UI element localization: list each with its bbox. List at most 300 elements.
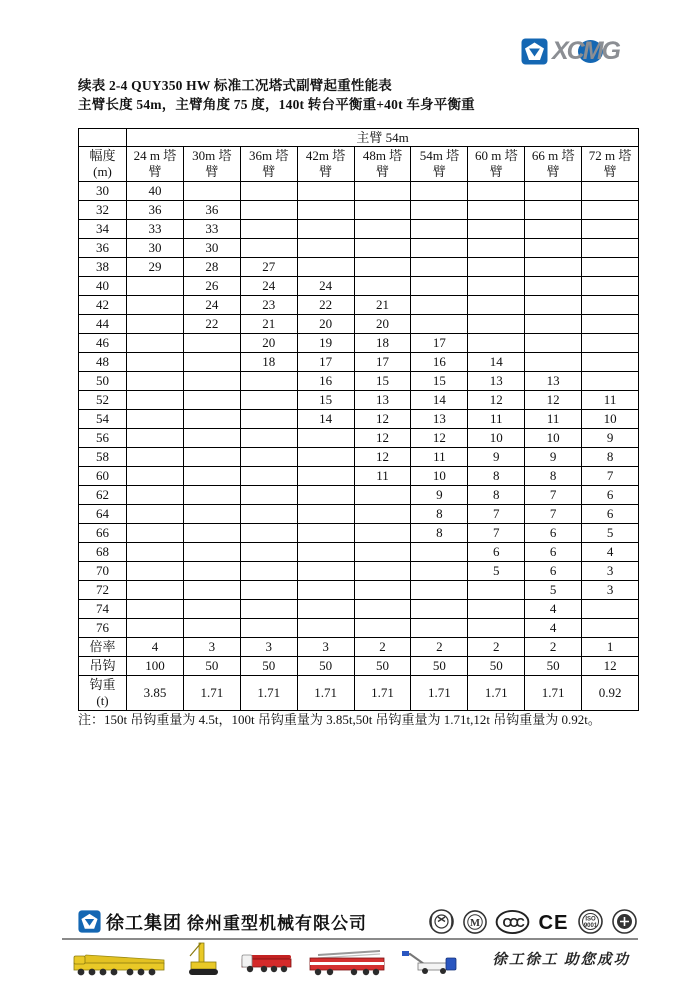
capacity-cell: [297, 258, 354, 277]
capacity-cell: 6: [582, 486, 639, 505]
table-row: [79, 391, 639, 410]
all-terrain-crane-image: [72, 942, 168, 978]
table-row: [79, 543, 639, 562]
table-row: [79, 505, 639, 524]
capacity-cell: [297, 524, 354, 543]
capacity-cell: 36: [127, 201, 184, 220]
capacity-cell: [297, 600, 354, 619]
capacity-cell: 7: [582, 467, 639, 486]
capacity-cell: 6: [582, 505, 639, 524]
capacity-cell: 7: [525, 505, 582, 524]
load-chart-table: [78, 128, 639, 711]
capacity-cell: [525, 315, 582, 334]
capacity-cell: 9: [468, 448, 525, 467]
table-title: 续表 2-4 QUY350 HW 标准工况塔式副臂起重性能表: [78, 78, 393, 93]
capacity-cell: [468, 334, 525, 353]
capacity-cell: [525, 201, 582, 220]
capacity-cell: [240, 619, 297, 638]
row-label-cell: 70: [79, 562, 127, 581]
capacity-cell: 50: [468, 657, 525, 676]
row-label-cell: 钩重 (t): [79, 676, 127, 711]
capacity-cell: [240, 391, 297, 410]
pump-truck-image: [238, 942, 294, 978]
capacity-cell: 13: [354, 391, 411, 410]
capacity-cell: [127, 353, 184, 372]
table-row: [79, 562, 639, 581]
row-label-cell: 36: [79, 239, 127, 258]
capacity-cell: [468, 277, 525, 296]
capacity-cell: 8: [525, 467, 582, 486]
capacity-cell: 40: [127, 182, 184, 201]
capacity-cell: [525, 353, 582, 372]
radius-column-header: 幅度 (m): [79, 147, 127, 182]
capacity-cell: 16: [411, 353, 468, 372]
footer-company-row: [62, 905, 638, 938]
capacity-cell: 50: [354, 657, 411, 676]
capacity-cell: 15: [411, 372, 468, 391]
capacity-cell: 1.71: [183, 676, 240, 711]
fire-ladder-truck-image: [308, 942, 386, 978]
capacity-cell: [582, 182, 639, 201]
capacity-cell: [354, 562, 411, 581]
capacity-cell: [411, 581, 468, 600]
capacity-cell: 12: [411, 429, 468, 448]
capacity-cell: [240, 429, 297, 448]
capacity-cell: [297, 562, 354, 581]
capacity-cell: [411, 239, 468, 258]
capacity-cell: 14: [468, 353, 525, 372]
capacity-cell: [183, 619, 240, 638]
row-label-cell: 60: [79, 467, 127, 486]
wordmark-text: XCMG: [552, 37, 619, 65]
capacity-cell: [297, 543, 354, 562]
row-label-cell: 吊钩: [79, 657, 127, 676]
capacity-cell: 10: [411, 467, 468, 486]
capacity-cell: [297, 581, 354, 600]
capacity-cell: 17: [354, 353, 411, 372]
capacity-cell: [354, 220, 411, 239]
company-full-name: 徐州重型机械有限公司: [187, 914, 367, 933]
capacity-cell: [127, 448, 184, 467]
capacity-cell: 9: [411, 486, 468, 505]
capacity-cell: [183, 353, 240, 372]
row-label-cell: 64: [79, 505, 127, 524]
table-row: [79, 657, 639, 676]
capacity-cell: 18: [354, 334, 411, 353]
table-row: [79, 467, 639, 486]
row-label-cell: 72: [79, 581, 127, 600]
capacity-cell: [127, 467, 184, 486]
jib-column-header: 60 m 塔臂: [468, 147, 525, 182]
capacity-cell: [297, 619, 354, 638]
capacity-cell: 11: [354, 467, 411, 486]
capacity-cell: 20: [354, 315, 411, 334]
table-row: [79, 676, 639, 711]
table-row: [79, 600, 639, 619]
capacity-cell: [297, 239, 354, 258]
capacity-cell: 36: [183, 201, 240, 220]
capacity-cell: 2: [354, 638, 411, 657]
capacity-cell: 7: [525, 486, 582, 505]
row-label-cell: 40: [79, 277, 127, 296]
capacity-cell: [525, 296, 582, 315]
capacity-cell: [297, 467, 354, 486]
jib-column-header: 30m 塔臂: [183, 147, 240, 182]
capacity-cell: [240, 524, 297, 543]
capacity-cell: [411, 277, 468, 296]
aerial-platform-truck-image: [400, 942, 458, 978]
capacity-cell: [468, 258, 525, 277]
capacity-cell: [411, 543, 468, 562]
jib-column-header: 36m 塔臂: [240, 147, 297, 182]
capacity-cell: [582, 296, 639, 315]
capacity-cell: [468, 201, 525, 220]
capacity-cell: [354, 543, 411, 562]
table-row: [79, 486, 639, 505]
capacity-cell: 5: [582, 524, 639, 543]
capacity-cell: 13: [468, 372, 525, 391]
capacity-cell: [297, 448, 354, 467]
capacity-cell: [127, 486, 184, 505]
capacity-cell: 12: [525, 391, 582, 410]
capacity-cell: [183, 334, 240, 353]
capacity-cell: 8: [411, 524, 468, 543]
m-certification-seal-icon: [462, 909, 488, 935]
row-label-cell: 62: [79, 486, 127, 505]
capacity-cell: 1.71: [525, 676, 582, 711]
capacity-cell: 1.71: [468, 676, 525, 711]
row-label-cell: 30: [79, 182, 127, 201]
capacity-cell: [127, 581, 184, 600]
capacity-cell: 1.71: [297, 676, 354, 711]
row-label-cell: 52: [79, 391, 127, 410]
capacity-cell: 12: [354, 410, 411, 429]
jib-column-header: 54m 塔臂: [411, 147, 468, 182]
capacity-cell: [240, 562, 297, 581]
capacity-cell: [240, 486, 297, 505]
capacity-cell: 8: [411, 505, 468, 524]
capacity-cell: [240, 581, 297, 600]
capacity-cell: 18: [240, 353, 297, 372]
capacity-cell: [468, 619, 525, 638]
capacity-cell: [127, 600, 184, 619]
row-label-cell: 44: [79, 315, 127, 334]
table-row: [79, 581, 639, 600]
table-row: [79, 182, 639, 201]
capacity-cell: 20: [297, 315, 354, 334]
capacity-cell: 1.71: [240, 676, 297, 711]
capacity-cell: 20: [240, 334, 297, 353]
xcmg-emblem-small-icon: [78, 910, 101, 933]
capacity-cell: [183, 182, 240, 201]
capacity-cell: [354, 524, 411, 543]
capacity-cell: [468, 296, 525, 315]
svg-text:CE: CE: [538, 911, 569, 934]
jib-column-header: 24 m 塔臂: [127, 147, 184, 182]
capacity-cell: 6: [525, 524, 582, 543]
capacity-cell: [582, 258, 639, 277]
ccc-mark-icon: [495, 909, 530, 935]
capacity-cell: 8: [468, 486, 525, 505]
capacity-cell: [582, 353, 639, 372]
jib-column-header: 66 m 塔臂: [525, 147, 582, 182]
capacity-cell: [127, 277, 184, 296]
capacity-cell: 24: [183, 296, 240, 315]
capacity-cell: 7: [468, 505, 525, 524]
capacity-cell: 16: [297, 372, 354, 391]
corner-cell: [79, 129, 127, 147]
capacity-cell: [183, 448, 240, 467]
capacity-cell: [297, 486, 354, 505]
capacity-cell: [297, 505, 354, 524]
capacity-cell: [525, 277, 582, 296]
capacity-cell: [582, 220, 639, 239]
capacity-cell: 22: [297, 296, 354, 315]
capacity-cell: [297, 429, 354, 448]
capacity-cell: [525, 334, 582, 353]
row-label-cell: 74: [79, 600, 127, 619]
capacity-cell: [411, 258, 468, 277]
capacity-cell: 4: [582, 543, 639, 562]
capacity-cell: [127, 296, 184, 315]
capacity-cell: [354, 258, 411, 277]
jib-column-header: 48m 塔臂: [354, 147, 411, 182]
capacity-cell: 10: [525, 429, 582, 448]
capacity-cell: 30: [127, 239, 184, 258]
capacity-cell: [525, 258, 582, 277]
capacity-cell: [240, 505, 297, 524]
table-row: [79, 429, 639, 448]
capacity-cell: [354, 239, 411, 258]
capacity-cell: 3: [582, 562, 639, 581]
capacity-cell: 13: [525, 372, 582, 391]
row-label-cell: 46: [79, 334, 127, 353]
capacity-cell: [468, 581, 525, 600]
capacity-cell: 12: [582, 657, 639, 676]
capacity-cell: [127, 505, 184, 524]
table-row: [79, 372, 639, 391]
crawler-crane-image: [182, 942, 224, 978]
capacity-cell: [354, 600, 411, 619]
capacity-cell: [127, 429, 184, 448]
capacity-cell: 4: [525, 619, 582, 638]
capacity-cell: [411, 600, 468, 619]
capacity-cell: [468, 239, 525, 258]
footnote: 注：150t 吊钩重量为 4.5t，100t 吊钩重量为 3.85t,50t 吊钩重量为 1.71t,12t 吊钩重量为 0.92t。: [78, 712, 601, 727]
capacity-cell: [240, 543, 297, 562]
capacity-cell: [127, 619, 184, 638]
table-row: [79, 315, 639, 334]
table-row: [79, 334, 639, 353]
capacity-cell: [297, 220, 354, 239]
capacity-cell: 14: [297, 410, 354, 429]
table-row: [79, 638, 639, 657]
row-label-cell: 56: [79, 429, 127, 448]
capacity-cell: 10: [468, 429, 525, 448]
capacity-cell: 50: [411, 657, 468, 676]
capacity-cell: 6: [525, 562, 582, 581]
capacity-cell: 33: [183, 220, 240, 239]
capacity-cell: 26: [183, 277, 240, 296]
capacity-cell: [354, 581, 411, 600]
capacity-cell: 1: [582, 638, 639, 657]
capacity-cell: 5: [525, 581, 582, 600]
ce-mark-icon: [537, 909, 570, 935]
capacity-cell: [240, 410, 297, 429]
capacity-cell: 15: [297, 391, 354, 410]
table-row: [79, 239, 639, 258]
capacity-cell: [582, 334, 639, 353]
xcmg-wordmark: [552, 38, 619, 65]
row-label-cell: 倍率: [79, 638, 127, 657]
title-block: [78, 76, 638, 114]
capacity-cell: 6: [468, 543, 525, 562]
certification-marks: [428, 908, 638, 935]
capacity-cell: 50: [183, 657, 240, 676]
capacity-cell: [240, 239, 297, 258]
capacity-cell: [525, 220, 582, 239]
capacity-cell: [354, 505, 411, 524]
capacity-cell: 3.85: [127, 676, 184, 711]
capacity-cell: [468, 220, 525, 239]
row-label-cell: 34: [79, 220, 127, 239]
capacity-cell: 50: [297, 657, 354, 676]
capacity-cell: 21: [354, 296, 411, 315]
capacity-cell: [183, 562, 240, 581]
row-label-cell: 50: [79, 372, 127, 391]
capacity-cell: 2: [525, 638, 582, 657]
capacity-cell: [468, 182, 525, 201]
capacity-cell: 10: [582, 410, 639, 429]
capacity-cell: 9: [525, 448, 582, 467]
capacity-cell: [183, 543, 240, 562]
capacity-cell: [183, 600, 240, 619]
capacity-cell: [183, 581, 240, 600]
capacity-cell: [354, 619, 411, 638]
capacity-cell: [411, 182, 468, 201]
capacity-cell: 13: [411, 410, 468, 429]
jib-column-header: 72 m 塔臂: [582, 147, 639, 182]
capacity-cell: [183, 505, 240, 524]
capacity-cell: 4: [525, 600, 582, 619]
capacity-cell: 3: [297, 638, 354, 657]
capacity-cell: [127, 524, 184, 543]
export-certification-seal-icon: [611, 908, 638, 935]
capacity-cell: [240, 220, 297, 239]
capacity-cell: 7: [468, 524, 525, 543]
row-label-cell: 76: [79, 619, 127, 638]
row-label-cell: 38: [79, 258, 127, 277]
capacity-cell: 3: [183, 638, 240, 657]
capacity-cell: 8: [468, 467, 525, 486]
row-label-cell: 48: [79, 353, 127, 372]
capacity-cell: [127, 372, 184, 391]
capacity-cell: 50: [525, 657, 582, 676]
capacity-cell: [127, 543, 184, 562]
capacity-cell: 23: [240, 296, 297, 315]
capacity-cell: [127, 334, 184, 353]
capacity-cell: [411, 220, 468, 239]
capacity-cell: [582, 315, 639, 334]
main-boom-span-header: 主臂 54m: [127, 129, 639, 147]
capacity-cell: 5: [468, 562, 525, 581]
capacity-cell: 30: [183, 239, 240, 258]
capacity-cell: [582, 372, 639, 391]
capacity-cell: 12: [354, 429, 411, 448]
svg-text:9001: 9001: [583, 923, 598, 929]
table-row: [79, 277, 639, 296]
svg-text:CCC: CCC: [502, 915, 523, 930]
capacity-cell: [354, 486, 411, 505]
company-group-name: 徐工集团: [106, 912, 182, 933]
row-label-cell: 32: [79, 201, 127, 220]
capacity-cell: [240, 372, 297, 391]
capacity-cell: [525, 239, 582, 258]
svg-text:M: M: [470, 917, 480, 929]
capacity-cell: [240, 201, 297, 220]
row-label-cell: 54: [79, 410, 127, 429]
capacity-cell: 24: [240, 277, 297, 296]
capacity-cell: [183, 467, 240, 486]
capacity-cell: [468, 600, 525, 619]
capacity-cell: 17: [411, 334, 468, 353]
capacity-cell: [240, 182, 297, 201]
capacity-cell: [582, 239, 639, 258]
capacity-cell: 24: [297, 277, 354, 296]
capacity-cell: 11: [411, 448, 468, 467]
xcmg-emblem-icon: [521, 38, 548, 65]
table-row: [79, 448, 639, 467]
capacity-cell: 100: [127, 657, 184, 676]
iso9001-seal-icon: [577, 908, 604, 935]
capacity-cell: 4: [127, 638, 184, 657]
capacity-cell: 11: [582, 391, 639, 410]
capacity-cell: [411, 201, 468, 220]
capacity-cell: [411, 562, 468, 581]
capacity-cell: 1.71: [411, 676, 468, 711]
capacity-cell: 2: [468, 638, 525, 657]
table-row: [79, 410, 639, 429]
capacity-cell: 11: [525, 410, 582, 429]
capacity-cell: [525, 182, 582, 201]
capacity-cell: [127, 315, 184, 334]
capacity-cell: 3: [582, 581, 639, 600]
capacity-cell: 50: [240, 657, 297, 676]
capacity-cell: [411, 315, 468, 334]
capacity-cell: [183, 391, 240, 410]
jib-column-header: 42m 塔臂: [297, 147, 354, 182]
capacity-cell: [240, 600, 297, 619]
capacity-cell: [127, 391, 184, 410]
capacity-cell: [183, 524, 240, 543]
table-row: [79, 258, 639, 277]
capacity-cell: 19: [297, 334, 354, 353]
capacity-cell: 9: [582, 429, 639, 448]
xcmg-logo: [521, 38, 619, 65]
capacity-cell: [183, 486, 240, 505]
capacity-cell: [582, 600, 639, 619]
table-row: [79, 220, 639, 239]
table-row: [79, 296, 639, 315]
capacity-cell: [297, 182, 354, 201]
capacity-cell: [582, 619, 639, 638]
capacity-cell: [354, 201, 411, 220]
capacity-cell: 0.92: [582, 676, 639, 711]
capacity-cell: 28: [183, 258, 240, 277]
quality-wreath-seal-icon: [428, 908, 455, 935]
capacity-cell: 2: [411, 638, 468, 657]
footer-divider: [62, 938, 638, 940]
